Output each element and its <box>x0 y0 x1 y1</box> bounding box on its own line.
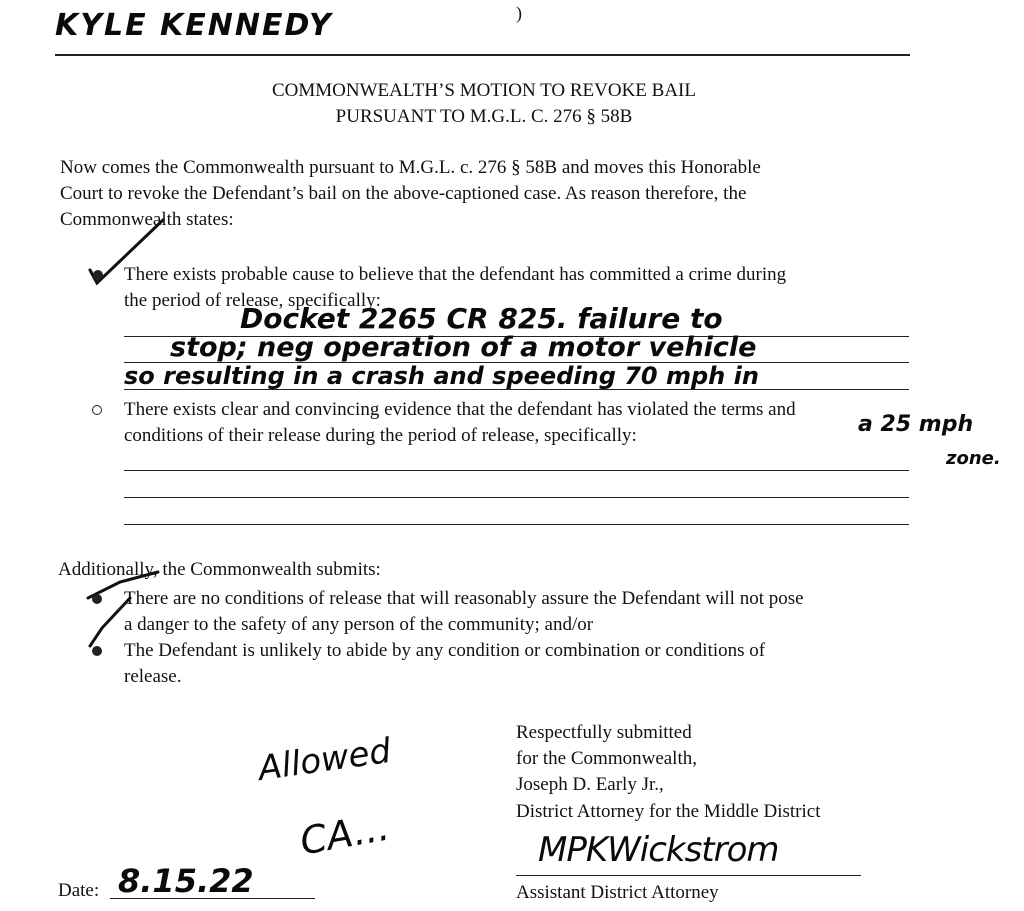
reason2-line1: There exists clear and convincing evidence that the defendant has violated the terms and <box>124 399 796 420</box>
signature-rule <box>516 875 861 876</box>
intro-line2: Court to revoke the Defendant’s bail on the above-captioned case. As reason therefore, the <box>60 183 747 204</box>
defendant-name: KYLE KENNEDY <box>55 8 333 43</box>
date-rule <box>110 898 315 899</box>
reason2-bullet <box>92 405 102 415</box>
reason1-bullet <box>93 270 103 280</box>
date-value: 8.15.22 <box>118 862 254 900</box>
signature-title: Assistant District Attorney <box>516 882 719 903</box>
reason2-rule2 <box>124 497 909 498</box>
handwritten-specifics-line1: Docket 2265 CR 825. failure to <box>240 302 723 335</box>
date-label: Date: <box>58 880 100 901</box>
additional-item1-bullet <box>92 594 102 604</box>
judge-note-line2: CA... <box>296 804 393 864</box>
additional-item1-line2: a danger to the safety of any person of the community; and/or <box>124 614 594 635</box>
intro-line1: Now comes the Commonwealth pursuant to M.G.L. c. 276 § 58B and moves this Honorable <box>60 157 761 178</box>
reason2-rule1 <box>124 470 909 471</box>
intro-line3: Commonwealth states: <box>60 209 234 230</box>
stray-mark: ) <box>516 3 522 23</box>
signature-line3: Joseph D. Early Jr., <box>516 774 664 795</box>
reason1-line1: There exists probable cause to believe that the defendant has committed a crime during <box>124 264 787 285</box>
reason2-rule3 <box>124 524 909 525</box>
header-rule <box>55 54 910 56</box>
signature-line4: District Attorney for the Middle District <box>516 801 821 822</box>
additionally-heading: Additionally, the Commonwealth submits: <box>58 559 381 580</box>
reason1-line2: the period of release, specifically: <box>124 290 381 311</box>
reason2-line2: conditions of their release during the period of release, specifically: <box>124 425 637 446</box>
additional-item2-bullet <box>92 646 102 656</box>
handwritten-specifics-line5: zone. <box>946 448 1001 469</box>
motion-title-line2: PURSUANT TO M.G.L. C. 276 § 58B <box>335 106 633 127</box>
attorney-signature: MPKWickstrom <box>538 830 779 870</box>
handwritten-specifics-line4: a 25 mph <box>858 412 974 437</box>
handwritten-specifics-line2: stop; neg operation of a motor vehicle <box>170 332 757 363</box>
judge-note-line1: Allowed <box>255 730 394 790</box>
signature-line2: for the Commonwealth, <box>516 748 697 769</box>
motion-title-line1: COMMONWEALTH’S MOTION TO REVOKE BAIL <box>272 80 696 101</box>
additional-item2-line2: release. <box>124 666 182 687</box>
signature-line1: Respectfully submitted <box>516 722 692 743</box>
handwritten-specifics-line3: so resulting in a crash and speeding 70 mph in <box>124 362 759 390</box>
additional-item2-line1: The Defendant is unlikely to abide by any condition or combination or conditions of <box>124 640 766 661</box>
additional-item1-line1: There are no conditions of release that will reasonably assure the Defendant will not pose <box>124 588 804 609</box>
